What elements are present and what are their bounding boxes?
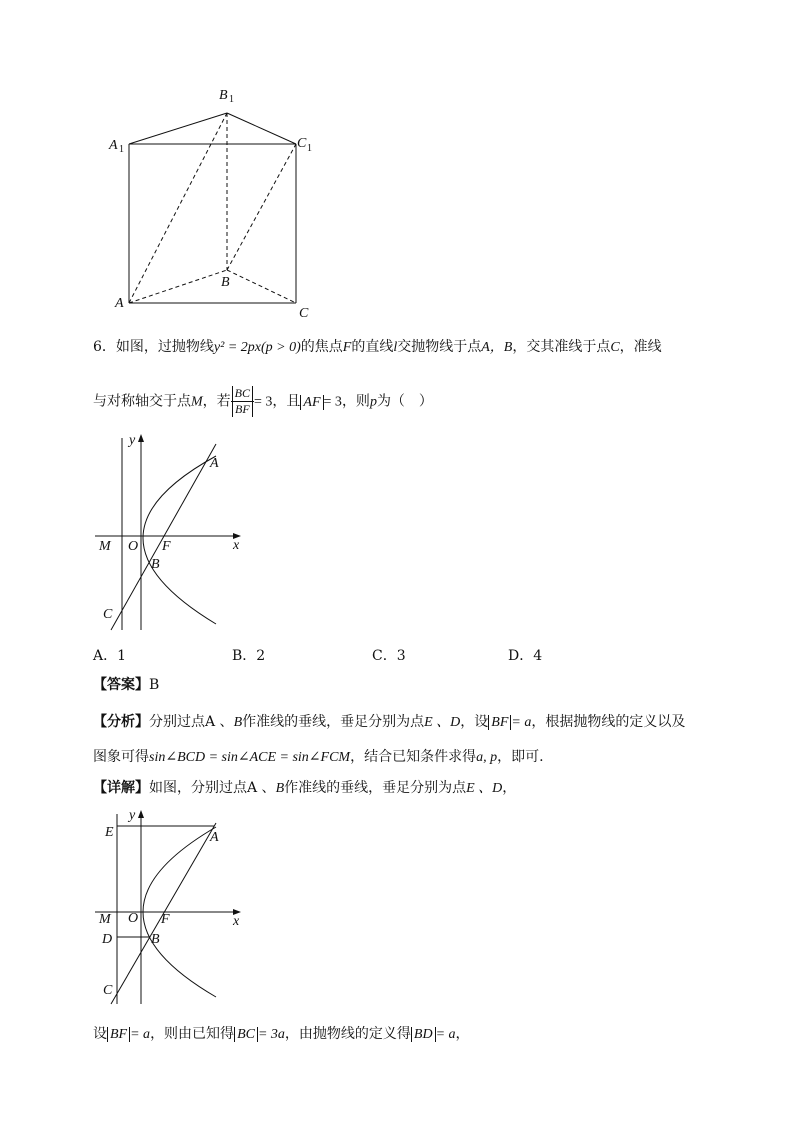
question-6-line2: 与对称轴交于点M，若 $\frac{BC}{BF}$ = 3，且 AF = 3，则p为（ ） [93,386,433,416]
label-b1: B [219,88,228,103]
svg-text:E: E [105,825,114,840]
svg-text:A: A [210,830,219,845]
analysis-line1: 【分析】分别过点A 、B作准线的垂线，垂足分别为点E 、D，设 BF = a，根据抛物线的定义以及 [93,714,686,730]
svg-text:O: O [128,539,139,554]
svg-text:F: F [161,912,170,927]
svg-text:B: B [151,557,160,572]
option-c[interactable]: C．3 [372,648,406,664]
last-line: 设 BF = a，则由已知得 BC = 3a，由抛物线的定义得 BD = a， [93,1026,470,1042]
prism-figure [100,80,340,325]
svg-text:C: C [103,607,113,622]
svg-text:x: x [233,538,240,553]
option-d[interactable]: D．4 [508,648,543,664]
svg-text:M: M [99,539,111,554]
parabola-figure-2 [95,806,255,1006]
question-6-line1: 6．如图，过抛物线y² = 2px(p > 0)的焦点F的直线l交抛物线于点A，B，交其准线于点C，准线 [93,339,662,355]
svg-text:1: 1 [229,94,234,105]
svg-text:O: O [128,911,139,926]
svg-text:D: D [102,932,113,947]
svg-text:B: B [151,932,160,947]
parabola-figure-1 [95,428,255,633]
svg-text:y: y [129,433,136,448]
svg-text:y: y [129,808,136,823]
svg-text:1: 1 [119,144,124,155]
svg-text:1: 1 [307,143,312,154]
svg-text:C: C [103,983,113,998]
detail-line: 【详解】如图，分别过点A 、B作准线的垂线，垂足分别为点E 、D， [93,780,517,796]
svg-text:F: F [162,539,171,554]
analysis-line2: 图象可得sin∠BCD = sin∠ACE = sin∠FCM，结合已知条件求得a, p，即可. [93,749,544,765]
answer-line: 【答案】B [93,677,160,693]
svg-text:x: x [233,914,240,929]
label-c: C [299,306,309,321]
label-b: B [221,275,230,290]
option-b[interactable]: B．2 [232,648,266,664]
label-c1: C [297,136,307,151]
svg-text:A: A [210,456,219,471]
label-a: A [115,296,124,311]
svg-text:M: M [99,912,111,927]
label-a1: A [109,138,118,153]
option-a[interactable]: A．1 [93,648,127,664]
